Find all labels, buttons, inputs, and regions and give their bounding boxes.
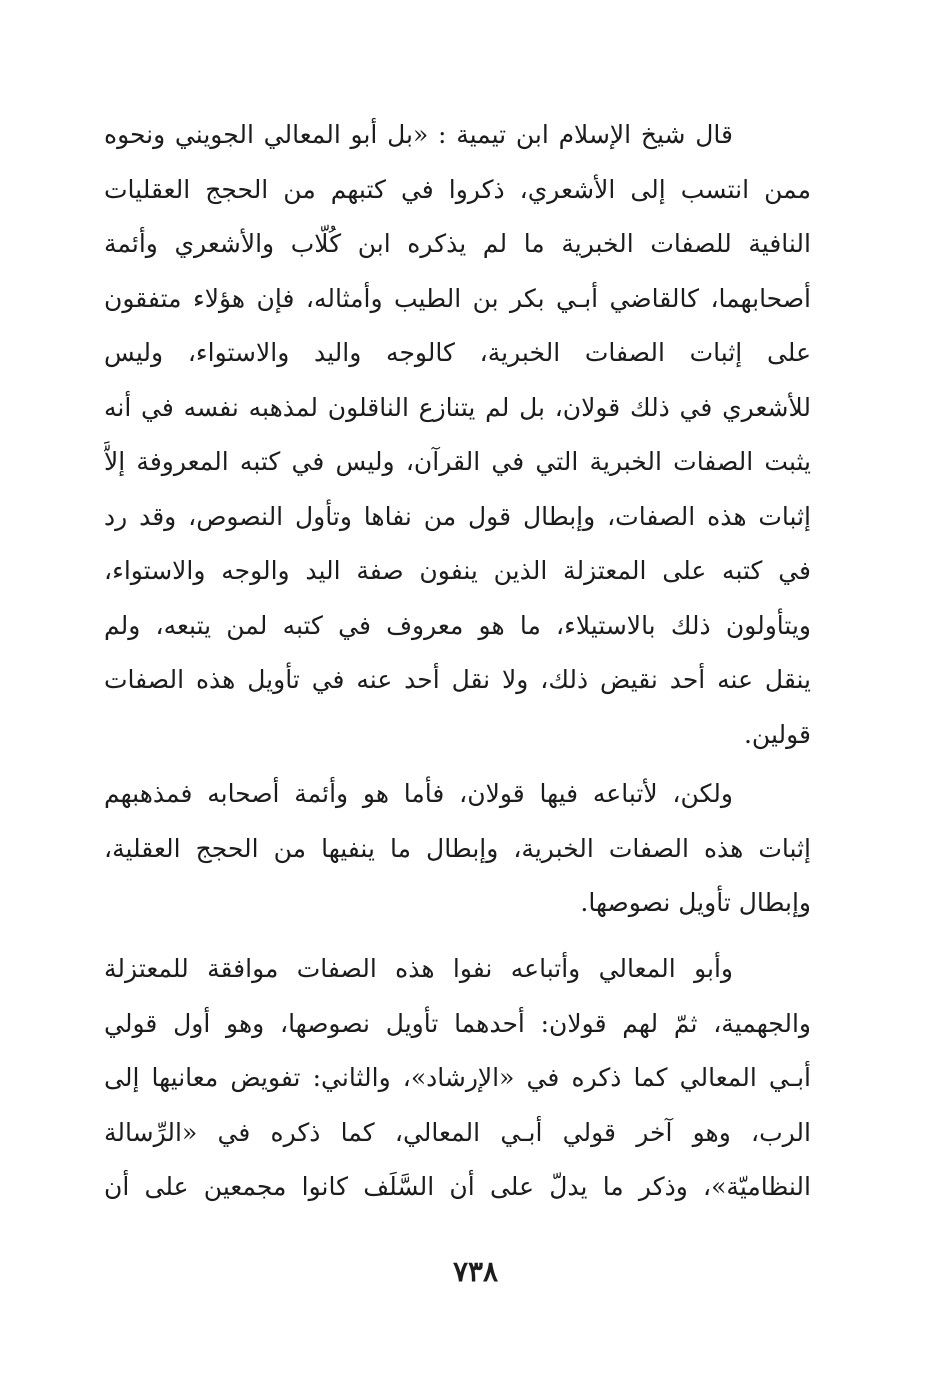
text-line: على إثبات الصفات الخبرية، كالوجه واليد والاستواء، وليس: [104, 338, 811, 367]
paragraph-1: [104, 108, 811, 762]
paragraph-2: [104, 767, 811, 931]
text-line: النظاميّة»، وذكر ما يدلّ على أن السَّلَف كانوا مجمعين على أن: [104, 1172, 811, 1201]
text-line: ولكن، لأتباعه فيها قولان، فأما هو وأئمة أصحابه فمذهبهم: [104, 779, 733, 808]
text-line: أصحابهما، كالقاضي أبـي بكر بن الطيب وأمثاله، فإن هؤلاء متفقون: [104, 283, 811, 313]
text-line: النافية للصفات الخبرية ما لم يذكره ابن كُلّاب والأشعري وأئمة: [104, 229, 811, 258]
text-line: في كتبه على المعتزلة الذين ينفون صفة اليد والوجه والاستواء،: [104, 556, 811, 585]
text-line: الرب، وهو آخر قولي أبـي المعالي، كما ذكره في «الرِّسالة: [104, 1117, 811, 1147]
text-line: إثبات هذه الصفات، وإبطال قول من نفاها وتأول النصوص، وقد رد: [104, 501, 811, 531]
text-line: قولين.: [743, 719, 811, 749]
text-line: ممن انتسب إلى الأشعري، ذكروا في كتبهم من الحجج العقليات: [104, 174, 811, 204]
text-line: يثبت الصفات الخبرية التي في القرآن، وليس في كتبه المعروفة إلاَّ: [104, 447, 811, 476]
text-line: إثبات هذه الصفات الخبرية، وإبطال ما ينفيها من الحجج العقلية،: [104, 833, 811, 863]
text-line: أبـي المعالي كما ذكره في «الإرشاد»، والثاني: تفويض معانيها إلى: [104, 1063, 811, 1092]
paragraph-3: [104, 942, 811, 1215]
text-line: قال شيخ الإسلام ابن تيمية : «بل أبو المعالي الجويني ونحوه: [104, 120, 733, 149]
page-number: ٧٣٨: [452, 1255, 499, 1288]
text-line: والجهمية، ثمّ لهم قولان: أحدهما تأويل نصوصها، وهو أول قولي: [104, 1008, 811, 1038]
text-line: ينقل عنه أحد نقيض ذلك، ولا نقل أحد عنه في تأويل هذه الصفات: [104, 665, 811, 694]
text-line: وأبو المعالي وأتباعه نفوا هذه الصفات موافقة للمعتزلة: [104, 954, 733, 983]
text-line: وإبطال تأويل نصوصها.: [580, 888, 811, 917]
text-line: ويتأولون ذلك بالاستيلاء، ما هو معروف في كتبه لمن يتبعه، ولم: [104, 610, 811, 640]
text-line: للأشعري في ذلك قولان، بل لم يتنازع الناقلون لمذهبه نفسه في أنه: [104, 392, 811, 422]
